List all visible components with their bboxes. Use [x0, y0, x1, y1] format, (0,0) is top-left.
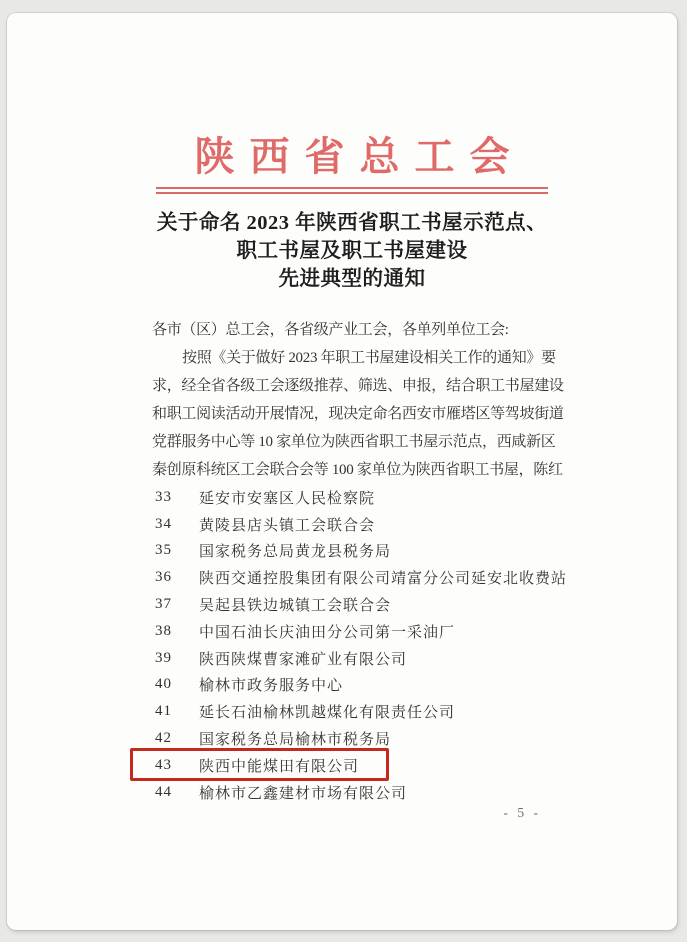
document-content — [152, 13, 568, 806]
list-item-number: 41 — [155, 703, 172, 720]
paragraph-line: 党群服务中心等 10 家单位为陕西省职工书屋示范点，西咸新区 — [152, 434, 556, 450]
list-item-number: 34 — [155, 515, 172, 532]
letterhead-org-name: 陕西省总工会 — [194, 134, 525, 179]
list-item-number: 38 — [155, 622, 172, 639]
list-item-name: 国家税务总局榆林市税务局 — [199, 732, 392, 749]
paragraph-line: 和职工阅读活动开展情况，现决定命名西安市雁塔区等驾坡街道 — [152, 406, 564, 422]
document-title — [152, 209, 552, 293]
list-item — [152, 752, 552, 779]
list-item-number: 42 — [155, 730, 172, 747]
list-item-name: 国家税务总局黄龙县税务局 — [199, 544, 392, 561]
list-item — [152, 725, 552, 752]
document-title-line: 职工书屋及职工书屋建设 — [236, 240, 468, 262]
list-item — [152, 511, 552, 538]
list-item-number: 40 — [155, 676, 172, 693]
list-item — [152, 484, 552, 511]
document-title-line: 先进典型的通知 — [278, 268, 426, 290]
paragraph-line: 秦创原科统区工会联合会等 100 家单位为陕西省职工书屋，陈红 — [152, 462, 563, 478]
list-item — [152, 698, 552, 725]
list-item-number: 39 — [155, 649, 172, 666]
list-item-number: 36 — [155, 569, 172, 586]
list-item-number: 35 — [155, 542, 172, 559]
list-item-name: 陕西陕煤曹家滩矿业有限公司 — [199, 651, 408, 668]
paragraph-line: 按照《关于做好 2023 年职工书屋建设相关工作的通知》要 — [182, 350, 556, 366]
list-item-name: 黄陵县店头镇工会联合会 — [199, 517, 376, 534]
paragraph-line: 求，经全省各级工会逐级推荐、筛选、申报，结合职工书屋建设 — [152, 378, 564, 394]
list-item-name: 陕西交通控股集团有限公司靖富分公司延安北收费站 — [199, 571, 568, 588]
list-item — [152, 672, 552, 699]
salutation: 各市（区）总工会，各省级产业工会，各单列单位工会: — [152, 322, 509, 338]
list-item-name: 中国石油长庆油田分公司第一采油厂 — [199, 624, 456, 641]
list-item — [152, 645, 552, 672]
list-item-name: 延安市安塞区人民检察院 — [199, 490, 376, 507]
list-item — [152, 591, 552, 618]
document-body — [152, 316, 564, 484]
list-item — [152, 538, 552, 565]
list-item-name: 吴起县铁边城镇工会联合会 — [199, 598, 392, 615]
list-item-number: 37 — [155, 596, 172, 613]
list-item-name: 延长石油榆林凯越煤化有限责任公司 — [199, 705, 456, 722]
document-title-line: 关于命名 2023 年陕西省职工书屋示范点、 — [156, 212, 548, 234]
list-item — [152, 779, 552, 806]
list-item-name: 榆林市乙鑫建材市场有限公司 — [199, 785, 408, 802]
list-item-name: 榆林市政务服务中心 — [199, 678, 344, 695]
list-item-number: 43 — [155, 756, 172, 773]
unit-list — [152, 484, 568, 806]
page-number: - 5 - — [503, 805, 541, 820]
list-item-number: 44 — [155, 783, 172, 800]
document-page — [7, 13, 677, 930]
list-item — [152, 564, 568, 591]
letterhead-double-rule — [156, 187, 548, 194]
list-item — [152, 618, 552, 645]
list-item-name: 陕西中能煤田有限公司 — [199, 758, 360, 775]
list-item-number: 33 — [155, 488, 172, 505]
